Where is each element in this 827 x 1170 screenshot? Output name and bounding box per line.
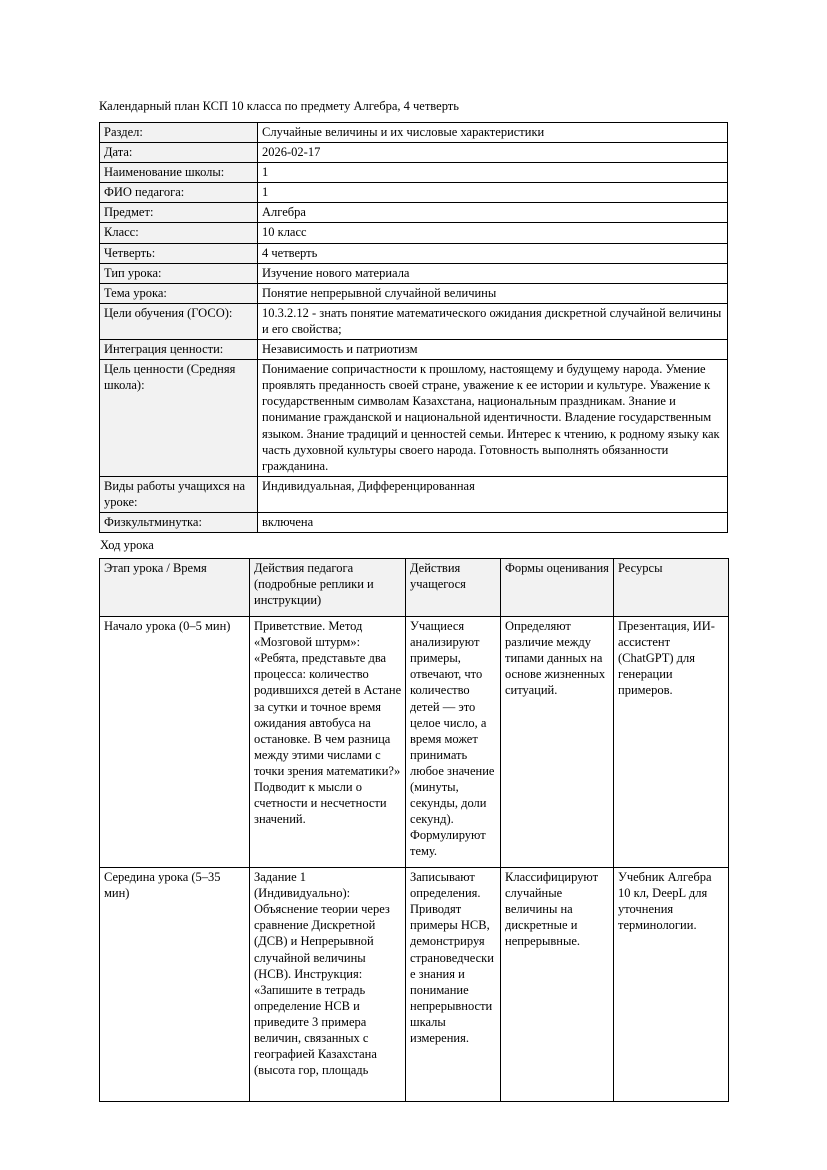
table-row (100, 123, 728, 143)
cell-teacher-actions: Приветствие. Метод «Мозговой штурм»: «Ребята, представьте два процесса: количество родившихся детей в Астане за сутки и точное время ожидания автобуса на остановке. В чем разница между этими числами с точки зрения математики?» Подводит к мысли о счетности и несчетности значений. (250, 617, 406, 868)
table-row (100, 303, 728, 339)
info-value: Понимаение сопричастности к прошлому, настоящему и будущему народа. Умение проявлять преданность своей стране, уважение к ее истории и культуре. Уважение к государственным символам Казахстана, национальным праздникам. Знание и понимание гражданской и национальной идентичности. Владение государственным языком. Знание традиций и ценностей семьи. Интерес к чтению, к родному языку как часть духовной культуры своего народа. Готовность выполнять обязанности гражданина. (258, 360, 728, 477)
table-row (100, 243, 728, 263)
column-header-student-actions: Действия учащегося (406, 559, 501, 617)
info-value: 1 (258, 163, 728, 183)
info-value: 10 класс (258, 223, 728, 243)
table-row (100, 617, 729, 868)
table-row (100, 512, 728, 532)
table-row (100, 340, 728, 360)
table-row (100, 283, 728, 303)
info-label: Дата: (100, 143, 258, 163)
section-heading-lesson-flow: Ход урока (100, 538, 154, 553)
info-label: Раздел: (100, 123, 258, 143)
table-row (100, 143, 728, 163)
info-value: включена (258, 512, 728, 532)
column-header-teacher-actions: Действия педагога (подробные реплики и инструкции) (250, 559, 406, 617)
info-label: Тема урока: (100, 283, 258, 303)
info-label: Интеграция ценности: (100, 340, 258, 360)
table-row (100, 183, 728, 203)
info-value: Понятие непрерывной случайной величины (258, 283, 728, 303)
table-row (100, 360, 728, 477)
cell-stage: Начало урока (0–5 мин) (100, 617, 250, 868)
cell-assessment-forms: Классифицируют случайные величины на дискретные и непрерывные. (501, 868, 614, 1102)
info-value: Случайные величины и их числовые характеристики (258, 123, 728, 143)
table-row (100, 163, 728, 183)
lesson-flow-table (99, 558, 729, 1102)
table-row (100, 868, 729, 1102)
cell-student-actions: Учащиеся анализируют примеры, отвечают, что количество детей — это целое число, а время может принимать любое значение (минуты, секунды, доли секунд). Формулируют тему. (406, 617, 501, 868)
cell-student-actions: Записывают определения. Приводят примеры НСВ, демонстрируя страноведческие знания и понимание непрерывности шкалы измерения. (406, 868, 501, 1102)
cell-stage: Середина урока (5–35 мин) (100, 868, 250, 1102)
table-header-row (100, 559, 729, 617)
column-header-stage: Этап урока / Время (100, 559, 250, 617)
cell-assessment-forms: Определяют различие между типами данных на основе жизненных ситуаций. (501, 617, 614, 868)
info-value: Независимость и патриотизм (258, 340, 728, 360)
info-value: 4 четверть (258, 243, 728, 263)
cell-teacher-actions: Задание 1 (Индивидуально): Объяснение теории через сравнение Дискретной (ДСВ) и Непрерывной случайной величины (НСВ). Инструкция: «Запишите в тетрадь определение НСВ и приведите 3 примера величин, связанных с географией Казахстана (высота гор, площадь (250, 868, 406, 1102)
lesson-flow-body (100, 617, 729, 1102)
info-label: Физкультминутка: (100, 512, 258, 532)
info-label: Цели обучения (ГОСО): (100, 303, 258, 339)
column-header-resources: Ресурсы (614, 559, 729, 617)
table-row (100, 223, 728, 243)
info-label: Виды работы учащихся на уроке: (100, 476, 258, 512)
info-value: 2026-02-17 (258, 143, 728, 163)
info-label: Тип урока: (100, 263, 258, 283)
info-label: ФИО педагога: (100, 183, 258, 203)
info-value: Алгебра (258, 203, 728, 223)
lesson-info-body (100, 123, 728, 533)
lesson-info-table (99, 122, 728, 533)
cell-resources: Учебник Алгебра 10 кл, DeepL для уточнения терминологии. (614, 868, 729, 1102)
info-value: Индивидуальная, Дифференцированная (258, 476, 728, 512)
info-label: Класс: (100, 223, 258, 243)
info-label: Цель ценности (Средняя школа): (100, 360, 258, 477)
table-row (100, 263, 728, 283)
info-label: Четверть: (100, 243, 258, 263)
column-header-assessment-forms: Формы оценивания (501, 559, 614, 617)
info-label: Предмет: (100, 203, 258, 223)
info-value: 1 (258, 183, 728, 203)
table-row (100, 203, 728, 223)
info-value: Изучение нового материала (258, 263, 728, 283)
cell-resources: Презентация, ИИ-ассистент (ChatGPT) для генерации примеров. (614, 617, 729, 868)
info-label: Наименование школы: (100, 163, 258, 183)
info-value: 10.3.2.12 - знать понятие математического ожидания дискретной случайной величины и его свойства; (258, 303, 728, 339)
table-row (100, 476, 728, 512)
lesson-flow-head (100, 559, 729, 617)
page-title: Календарный план КСП 10 класса по предмету Алгебра, 4 четверть (99, 99, 459, 113)
